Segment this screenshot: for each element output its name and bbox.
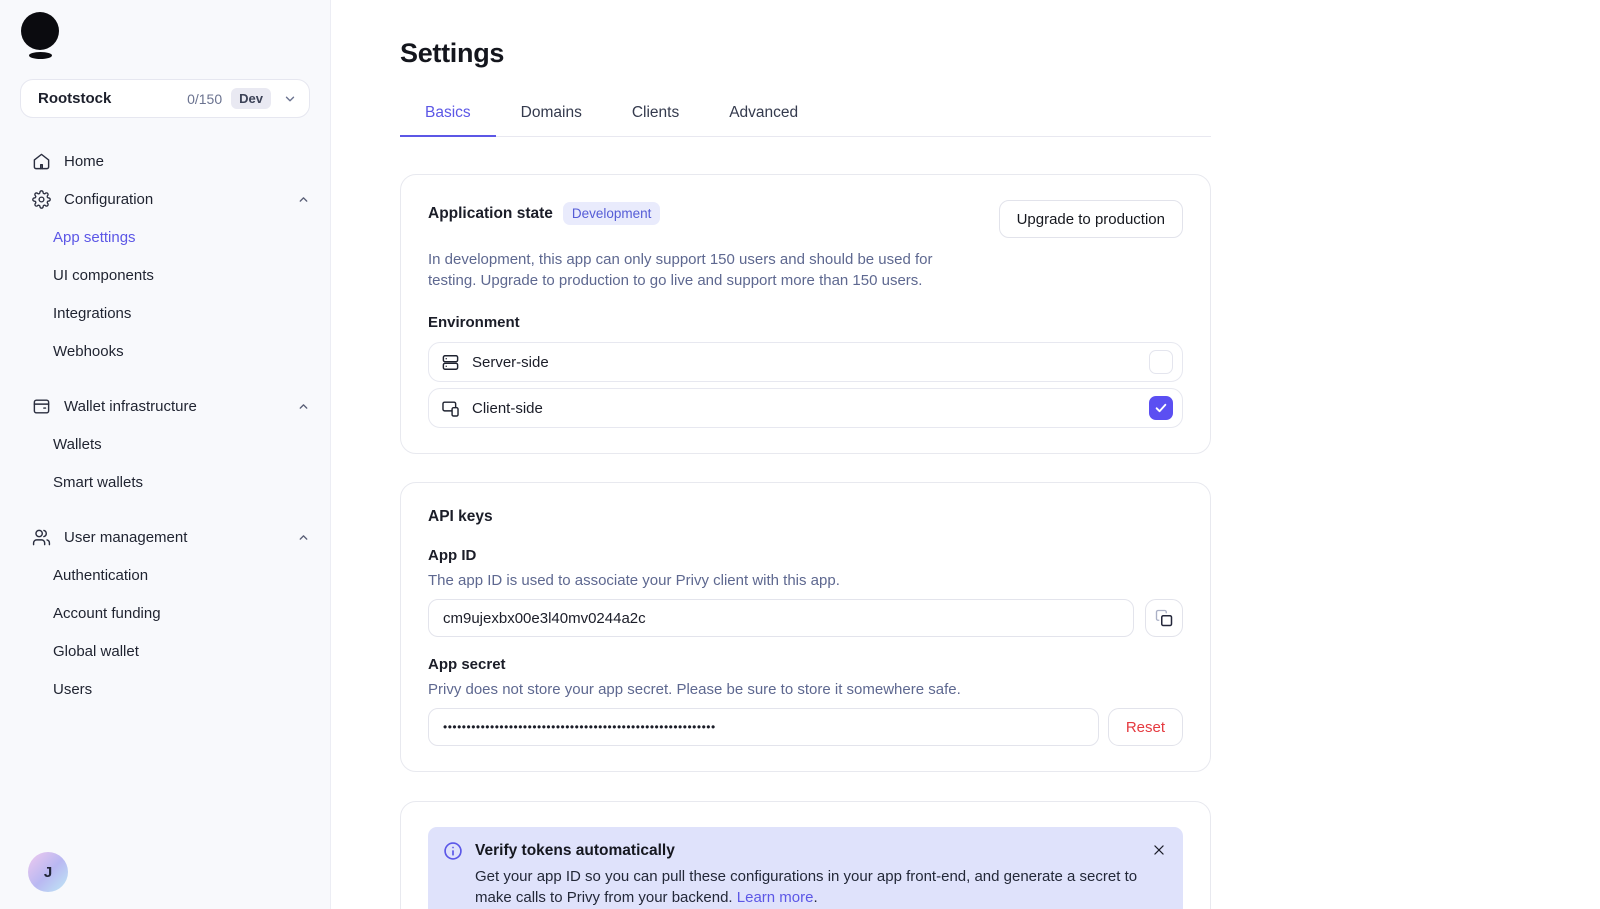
chevron-down-icon xyxy=(283,92,297,106)
application-state-label: Application state xyxy=(428,204,553,222)
sidebar-item-configuration[interactable] xyxy=(0,180,330,218)
app-id-input[interactable] xyxy=(428,599,1134,637)
main-content xyxy=(331,0,1600,909)
sidebar-item-wallets[interactable]: Wallets xyxy=(53,435,102,453)
development-badge: Development xyxy=(563,202,661,225)
app-id-label: App ID xyxy=(428,547,477,564)
app-id-description: The app ID is used to associate your Privy client with this app. xyxy=(428,572,840,589)
sidebar-item-label: Home xyxy=(64,152,105,170)
sidebar-item-account-funding[interactable]: Account funding xyxy=(53,604,161,622)
chevron-up-icon xyxy=(297,531,310,544)
sidebar-item-smart-wallets[interactable]: Smart wallets xyxy=(53,473,144,491)
sidebar-item-wallet-infrastructure[interactable] xyxy=(0,387,330,425)
server-icon xyxy=(441,352,461,372)
server-side-option[interactable] xyxy=(428,342,1183,382)
copy-icon xyxy=(1155,609,1173,627)
api-keys-title: API keys xyxy=(428,508,493,525)
server-side-checkbox[interactable] xyxy=(1149,350,1173,374)
banner-body xyxy=(475,866,1167,908)
app-usage-count: 0/150 xyxy=(187,90,223,107)
sidebar-item-users[interactable]: Users xyxy=(53,680,93,698)
app-secret-description: Privy does not store your app secret. Please be sure to store it somewhere safe. xyxy=(428,681,961,698)
client-side-label: Client-side xyxy=(472,399,543,417)
environment-label: Environment xyxy=(428,314,520,331)
sidebar-item-app-settings[interactable]: App settings xyxy=(53,228,136,246)
settings-tabs xyxy=(400,104,1211,137)
app-secret-input[interactable] xyxy=(428,708,1099,746)
privy-logo-ellipse xyxy=(29,52,52,59)
home-icon xyxy=(31,151,51,171)
client-side-checkbox[interactable] xyxy=(1149,396,1173,420)
users-icon xyxy=(31,527,51,547)
verify-tokens-card xyxy=(400,801,1211,909)
page-title: Settings xyxy=(400,38,505,68)
info-icon xyxy=(443,841,463,861)
verify-tokens-banner xyxy=(428,827,1183,909)
learn-more-link[interactable]: Learn more xyxy=(736,889,814,906)
avatar-initial: J xyxy=(43,863,53,881)
devices-icon xyxy=(441,398,461,418)
banner-title: Verify tokens automatically xyxy=(475,842,675,859)
tab-domains[interactable]: Domains xyxy=(520,104,582,121)
sidebar xyxy=(0,0,331,909)
sidebar-nav xyxy=(0,142,330,708)
application-state-card xyxy=(400,174,1211,454)
wallet-icon xyxy=(31,396,51,416)
sidebar-item-label: User management xyxy=(64,528,188,546)
sidebar-item-ui-components[interactable]: UI components xyxy=(53,266,154,284)
upgrade-to-production-button[interactable]: Upgrade to production xyxy=(999,200,1183,238)
api-keys-card xyxy=(400,482,1211,772)
sidebar-item-global-wallet[interactable]: Global wallet xyxy=(53,642,139,660)
tab-basics[interactable]: Basics xyxy=(400,104,496,136)
sidebar-item-authentication[interactable]: Authentication xyxy=(53,566,149,584)
sidebar-item-home[interactable] xyxy=(0,142,330,180)
tab-advanced[interactable]: Advanced xyxy=(729,104,799,121)
sidebar-item-user-management[interactable] xyxy=(0,518,330,556)
app-secret-label: App secret xyxy=(428,656,506,673)
server-side-label: Server-side xyxy=(472,353,549,371)
sidebar-item-integrations[interactable]: Integrations xyxy=(53,304,132,322)
reset-app-secret-button[interactable]: Reset xyxy=(1108,708,1183,746)
app-switcher[interactable] xyxy=(20,79,310,118)
gear-icon xyxy=(31,189,51,209)
close-icon[interactable] xyxy=(1149,840,1169,860)
privy-logo-circle xyxy=(21,12,59,50)
app-name: Rootstock xyxy=(38,90,112,107)
avatar[interactable] xyxy=(28,852,68,892)
tab-clients[interactable]: Clients xyxy=(631,104,680,121)
chevron-up-icon xyxy=(297,400,310,413)
sidebar-item-webhooks[interactable]: Webhooks xyxy=(53,342,124,360)
banner-body-text: Get your app ID so you can pull these configurations in your app front-end, and generate a secret to make calls to Privy from your backend. xyxy=(475,868,1138,906)
banner-body-suffix: . xyxy=(813,889,818,906)
chevron-up-icon xyxy=(297,193,310,206)
privy-logo xyxy=(0,0,330,59)
client-side-option[interactable] xyxy=(428,388,1183,428)
sidebar-item-label: Configuration xyxy=(64,190,154,208)
copy-app-id-button[interactable] xyxy=(1145,599,1183,637)
application-state-description: In development, this app can only support 150 users and should be used for testing. Upgrade to production to go live and support more than 150 users. xyxy=(428,251,933,289)
sidebar-item-label: Wallet infrastructure xyxy=(64,397,197,415)
env-badge: Dev xyxy=(231,88,271,109)
